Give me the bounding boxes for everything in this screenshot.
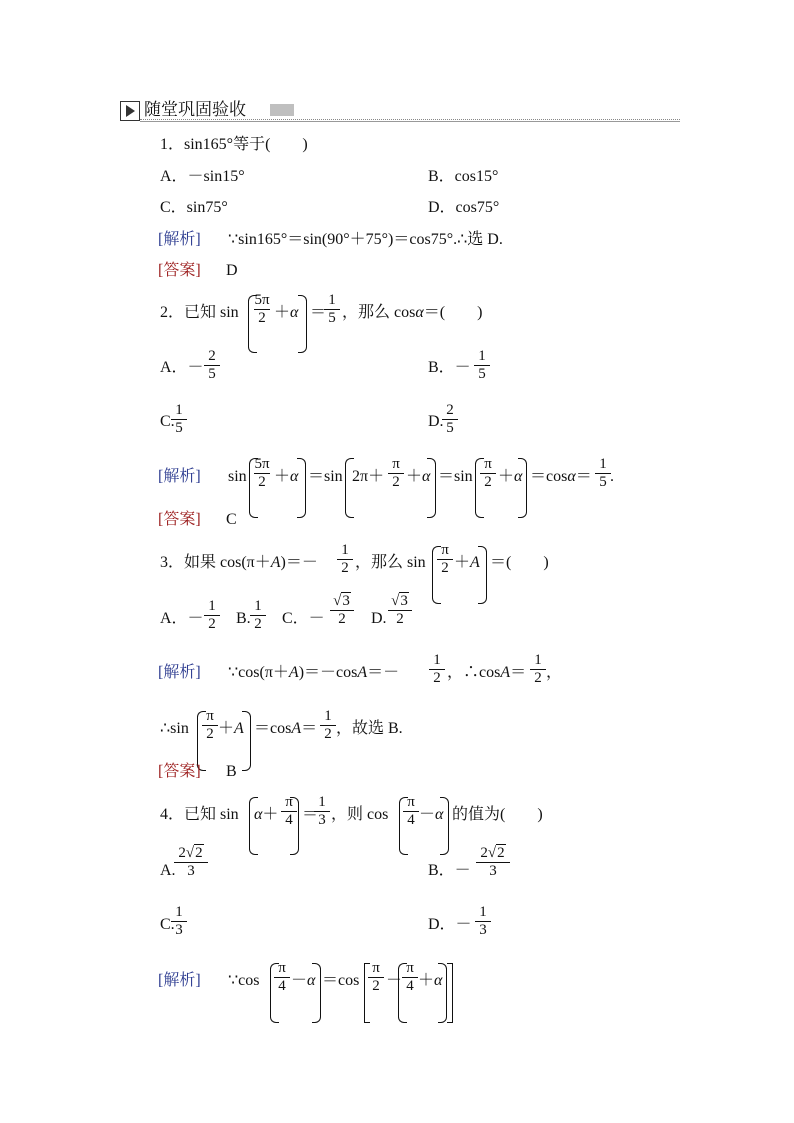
- q4-option-c: C.: [160, 916, 175, 933]
- q3-option-d: D.: [371, 610, 387, 627]
- q2-daan-tag: [答案]: [158, 511, 201, 528]
- q4-option-d: D．－: [428, 916, 472, 933]
- q2-frac-5pi2: 5π 2: [254, 292, 270, 326]
- q2-jiexi-tag: [解析]: [158, 468, 201, 485]
- q4-option-a: A.: [160, 862, 176, 879]
- q3-option-c: C．－: [282, 610, 325, 627]
- q2-pre: 2．已知 sin: [160, 304, 239, 321]
- q1-jiexi: ∵sin165°＝sin(90°＋75°)＝cos75°.∴选 D.: [228, 231, 503, 248]
- q1-option-a: A．－sin15°: [160, 168, 245, 185]
- header-bar: [270, 104, 294, 116]
- q3-daan-tag: [答案]: [158, 763, 201, 780]
- q3-daan: B: [226, 763, 237, 780]
- arrow-icon: [120, 101, 140, 121]
- q2-option-d: D.: [428, 413, 444, 430]
- q4-option-b: B．－: [428, 862, 471, 879]
- section-title: 随堂巩固验收: [144, 100, 246, 119]
- q4-jiexi-tag: [解析]: [158, 972, 201, 989]
- q1-daan: D: [226, 262, 238, 279]
- q3-jiexi-tag: [解析]: [158, 664, 201, 681]
- q1-daan-tag: [答案]: [158, 262, 201, 279]
- q2-frac-1-5: 1 5: [324, 292, 340, 327]
- q1-jiexi-tag: [解析]: [158, 231, 201, 248]
- q1-stem: 1．sin165°等于( ): [160, 136, 308, 153]
- q2-option-b: B．－: [428, 359, 471, 376]
- q3-option-b: B.: [236, 610, 251, 627]
- q1-option-c: C．sin75°: [160, 199, 228, 216]
- section-header: [120, 98, 680, 122]
- q3-option-a: A．－: [160, 610, 204, 627]
- q2-option-c: C.: [160, 413, 175, 430]
- q1-option-d: D．cos75°: [428, 199, 500, 216]
- q1-option-b: B．cos15°: [428, 168, 499, 185]
- q2-daan: C: [226, 511, 237, 528]
- q2-option-a: A．－: [160, 359, 204, 376]
